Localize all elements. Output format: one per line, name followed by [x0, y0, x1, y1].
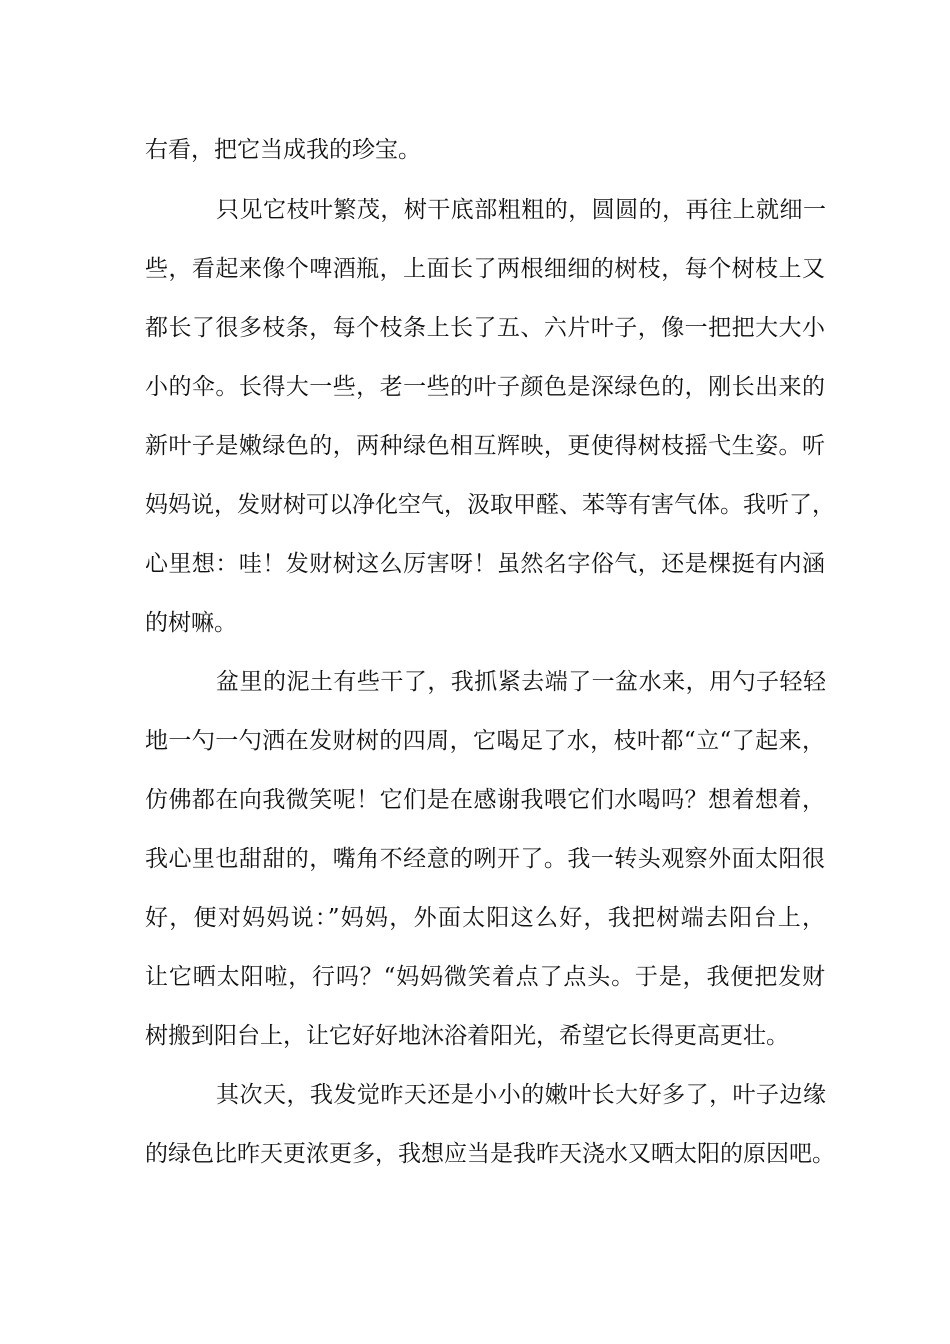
- paragraph-line: 其次天，我发觉昨天还是小小的嫩叶长大好多了，叶子边缘: [216, 1082, 826, 1108]
- paragraph-line: 妈妈说，发财树可以净化空气，汲取甲醛、苯等有害气体。我听了，: [145, 492, 835, 518]
- paragraph-line: 心里想：哇！发财树这么厉害呀！虽然名字俗气，还是棵挺有内涵: [145, 551, 825, 577]
- paragraph-line: 地一勺一勺洒在发财树的四周，它喝足了水，枝叶都“立“了起来，: [145, 728, 825, 754]
- paragraph-line: 盆里的泥土有些干了，我抓紧去端了一盆水来，用勺子轻轻: [216, 669, 826, 695]
- paragraph-line: 好，便对妈妈说：”妈妈，外面太阳这么好，我把树端去阳台上，: [145, 905, 825, 931]
- paragraph-line: 只见它枝叶繁茂，树干底部粗粗的，圆圆的，再往上就细一: [216, 197, 826, 223]
- paragraph-line: 的绿色比昨天更浓更多，我想应当是我昨天浇水又晒太阳的原因吧。: [145, 1141, 835, 1167]
- paragraph-line: 小的伞。长得大一些，老一些的叶子颜色是深绿色的，刚长出来的: [145, 374, 825, 400]
- paragraph-line: 我心里也甜甜的，嘴角不经意的咧开了。我一转头观察外面太阳很: [145, 846, 825, 872]
- paragraph-line: 右看，把它当成我的珍宝。: [145, 137, 421, 163]
- paragraph-line: 让它晒太阳啦，行吗？“妈妈微笑着点了点头。于是，我便把发财: [145, 964, 825, 990]
- paragraph-line: 树搬到阳台上，让它好好地沐浴着阳光，希望它长得更高更壮。: [145, 1023, 789, 1049]
- paragraph-line: 都长了很多枝条，每个枝条上长了五、六片叶子，像一把把大大小: [145, 315, 825, 341]
- paragraph-line: 些，看起来像个啤酒瓶，上面长了两根细细的树枝，每个树枝上又: [145, 256, 825, 282]
- paragraph-line: 仿佛都在向我微笑呢！它们是在感谢我喂它们水喝吗？想着想着，: [145, 787, 825, 813]
- paragraph-line: 的树嘛。: [145, 610, 237, 636]
- paragraph-line: 新叶子是嫩绿色的，两种绿色相互辉映，更使得树枝摇弋生姿。听: [145, 433, 825, 459]
